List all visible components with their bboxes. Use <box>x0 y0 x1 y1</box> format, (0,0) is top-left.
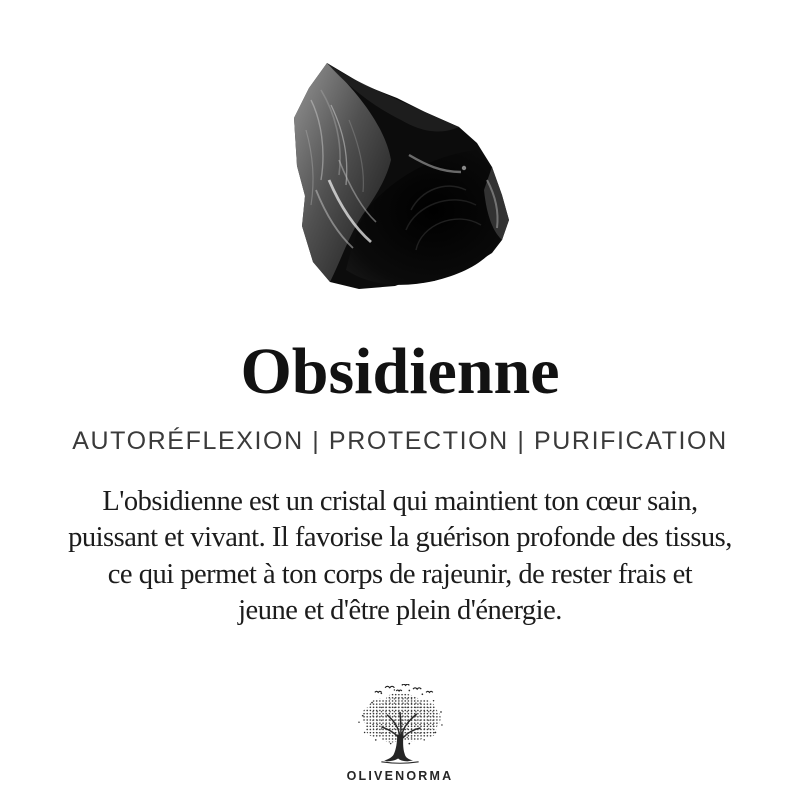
description-paragraph <box>0 484 800 630</box>
description-line: L'obsidienne est un cristal qui maintient ton cœur sain, <box>102 486 698 517</box>
description-line: puissant et vivant. Il favorise la guérison profonde des tissus, <box>68 522 732 554</box>
description-line: ce qui permet à ton corps de rajeunir, de rester frais et <box>107 558 693 590</box>
brand-name: OLIVENORMA <box>346 769 454 783</box>
obsidian-stone-image <box>291 60 513 292</box>
birds-icon <box>375 684 433 692</box>
brand-logo <box>320 684 480 783</box>
description-line: jeune et d'être plein d'énergie. <box>238 595 562 627</box>
tree-with-birds-icon <box>352 684 448 766</box>
keywords-row: AUTORÉFLEXION | PROTECTION | PURIFICATION <box>72 427 728 455</box>
page-title: Obsidienne <box>240 335 560 408</box>
